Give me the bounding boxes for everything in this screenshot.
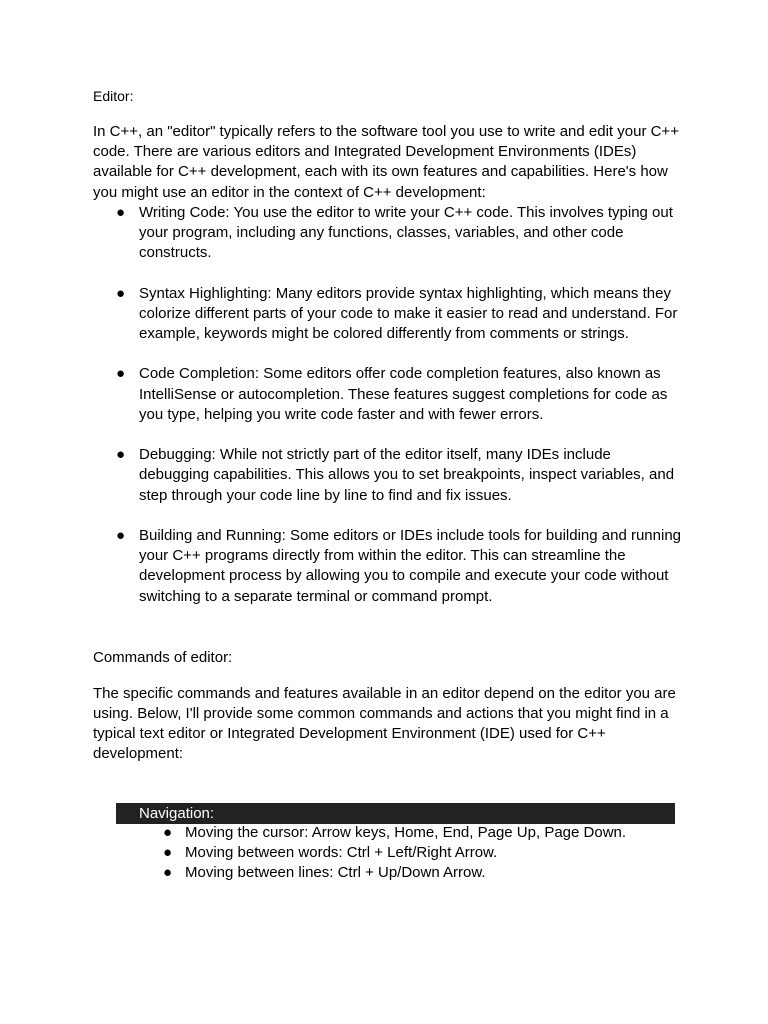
bullet-icon: ● — [116, 365, 126, 383]
bullet-icon: ● — [163, 843, 173, 861]
list-item — [93, 203, 683, 264]
navigation-heading-bar — [116, 803, 675, 824]
list-item — [93, 364, 683, 425]
bullet-icon: ● — [116, 527, 126, 544]
editor-uses-list — [93, 203, 683, 607]
bullet-icon: ● — [163, 823, 173, 841]
list-item — [93, 526, 683, 607]
list-item-text: Debugging: While not strictly part of the editor itself, many IDEs include debugging capabilities. This allows you to set breakpoints, inspect variables, and step through your code line by line to find and fix issues. — [139, 446, 675, 504]
list-item — [93, 284, 683, 345]
document-page — [93, 86, 683, 884]
list-item-text: Writing Code: You use the editor to write your C++ code. This involves typing out your program, including any functions, classes, variables, and other code constructs. — [139, 203, 673, 262]
list-item-text: Syntax Highlighting: Many editors provide syntax highlighting, which means they colorize different parts of your code to make it easier to read and understand. For example, keywords might be colored differently from comments or strings. — [139, 284, 678, 343]
list-item-text: Moving between words: Ctrl + Left/Right Arrow. — [185, 843, 498, 861]
intro-paragraph: In C++, an "editor" typically refers to the software tool you use to write and edit your C++ code. There are various editors and Integrated Development Environments (IDEs) available for C++ development, each with its own features and capabilities. Here's how you might use an editor in the context of C++ development: — [93, 123, 679, 201]
bullet-icon: ● — [116, 203, 126, 221]
list-item-text: Moving the cursor: Arrow keys, Home, End, Page Up, Page Down. — [185, 823, 627, 841]
bullet-icon: ● — [116, 446, 126, 464]
editor-heading: Editor: — [93, 88, 134, 104]
commands-heading: Commands of editor: — [93, 648, 233, 666]
navigation-list — [93, 823, 683, 884]
navigation-label: Navigation: — [139, 804, 215, 822]
navigation-section — [93, 803, 683, 884]
list-item — [93, 445, 683, 506]
list-item-text: Moving between lines: Ctrl + Up/Down Arrow. — [185, 864, 486, 882]
commands-paragraph: The specific commands and features available in an editor depend on the editor you are using. Below, I'll provide some common commands and actions that you might find in a typical text editor or Integrated Development Environment (IDE) used for C++ development: — [93, 684, 676, 763]
list-item-text: Code Completion: Some editors offer code completion features, also known as IntelliSense or autocompletion. These features suggest completions for code as you type, helping you write code faster and with fewer errors. — [139, 365, 668, 423]
list-item — [93, 843, 683, 863]
bullet-icon: ● — [163, 864, 173, 882]
list-item — [93, 863, 683, 883]
list-item-text: Building and Running: Some editors or IDEs include tools for building and running your C++ programs directly from within the editor. This can streamline the development process by allowing you to compile and execute your code without switching to a separate terminal or command prompt. — [139, 527, 681, 605]
bullet-icon: ● — [116, 284, 126, 302]
list-item — [93, 823, 683, 843]
